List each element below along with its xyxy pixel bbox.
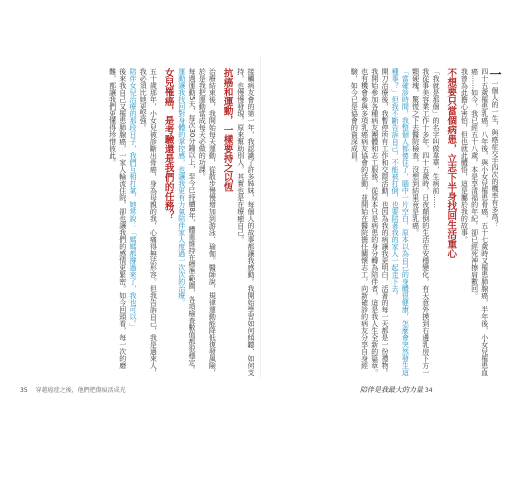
book-spread — [6, 56, 514, 378]
right-page — [274, 56, 500, 378]
running-title: 穿越癌症之後，他們把傷痕活成光 — [35, 387, 126, 394]
body-paragraph: 開刀治療後，我暫停所有工作和交際活動，也因為我的病讓我更明白，活著的每一天都是一份禮物。我開始參加各種病友團體和志工服務，從原本只是病患的身分轉為陪伴者，這是我人生全新的篇章。 — [370, 68, 389, 376]
section-heading: 女兒罹癌，是考驗還是我們的任務？ — [162, 68, 174, 220]
highlight-quote: 運動讓我找回對身體的掌控感，也讓我更有力氣陪伴家人度過一次次的治療。 — [177, 68, 186, 306]
intro-line-3: 我曾為此擔心害怕，但也就此體悟，這是屬於我的故事。 — [460, 68, 469, 243]
statistics-line: 每週運動5天，每次30分鐘以上，至今已持續8年，體重維持在標準範圍，各項檢查數值都很穩定。 — [187, 68, 196, 373]
section-heading: 抗癌和運動，一樣要持之以恆 — [221, 68, 233, 192]
right-footer — [360, 385, 500, 395]
body-paragraph: 也有機會參與多項乳癌病友協會的活動，並開始在醫院擔任關懷志工，向新確診的病友分享自身經驗，如今已是協會的資深成員。 — [350, 68, 369, 369]
highlight-quote: 陪伴女兒治療的那段日子，我們互相打氣，她常說：「媽媽都撐過來了，我也可以。」 — [128, 68, 137, 331]
body-paragraph: 接觸病友會的第一年，我認識了許多姊妹，每個人的故事都讓我感動。我開始學習如何傾聽、如何支持，也慢慢發現，原來幫助別人，其實也是在療癒自己。 — [236, 68, 255, 376]
left-footer — [20, 385, 126, 394]
page-gutter — [260, 56, 261, 378]
left-page — [30, 56, 256, 378]
highlight-quote: 「當確診時間，我整個人都傻住了，腦中一片空白，原本以為自己的身體很健康，怎麼會突然發生這種事？」但我不斷告訴自己，不能被打倒，也要陪著我的家人一起走下去。 — [391, 68, 410, 376]
body-paragraph: 後來我自己又罹患肺腺癌，一家人輪流住院，卻也讓我們的感情更緊密。如今回頭看，每一次的磨難，都讓我們更懂得珍惜彼此。 — [108, 68, 127, 369]
body-paragraph: 我從事美容業工作十多年，四十五歲時，日夜顛倒的生活在安穩變化，有天意外摸到右邊乳房下方一顆硬塊，驚慌之下去醫院檢查，沒想到結果竟是乳癌。 — [411, 68, 430, 376]
body-paragraph: 「我就是那個」的名字叫做韋華，生病前…… — [431, 68, 440, 208]
body-paragraph: 五十歲那年，小女兒被診斷出骨癌，身為母親的我，心痛得無法形容。但我告訴自己，我是過來人，我必須比她更堅強。 — [139, 68, 158, 376]
page-number: 34 — [424, 387, 433, 394]
page-number: 35 — [20, 387, 28, 394]
body-paragraph: 治療結束後，我開始每天運動，從散步慢慢增加到游泳、瑜伽。醫師說，規律運動能降低復發風險，於是我把運動當成每天必做的功課。 — [198, 68, 217, 376]
section-heading: 不想要只當個病患，立志下半身找回生活重心 — [445, 68, 457, 258]
intro-line-1: 一一個人的一生，與癌症交手四次的機率有多高？ — [488, 68, 502, 227]
chapter-title: 陪伴是我最大的力量 — [360, 386, 423, 394]
intro-line-2: 四十五歲罹患乳癌，八年後，與小女兒罹患骨癌，五十七歲時又罹患肺腺癌，半年後，小女兒罹患血癌……如今，我已經五十八歲，本是享清福的年紀，卻已經死神擦肩數回。 — [470, 68, 489, 376]
drop-mark: 一 — [488, 68, 502, 80]
